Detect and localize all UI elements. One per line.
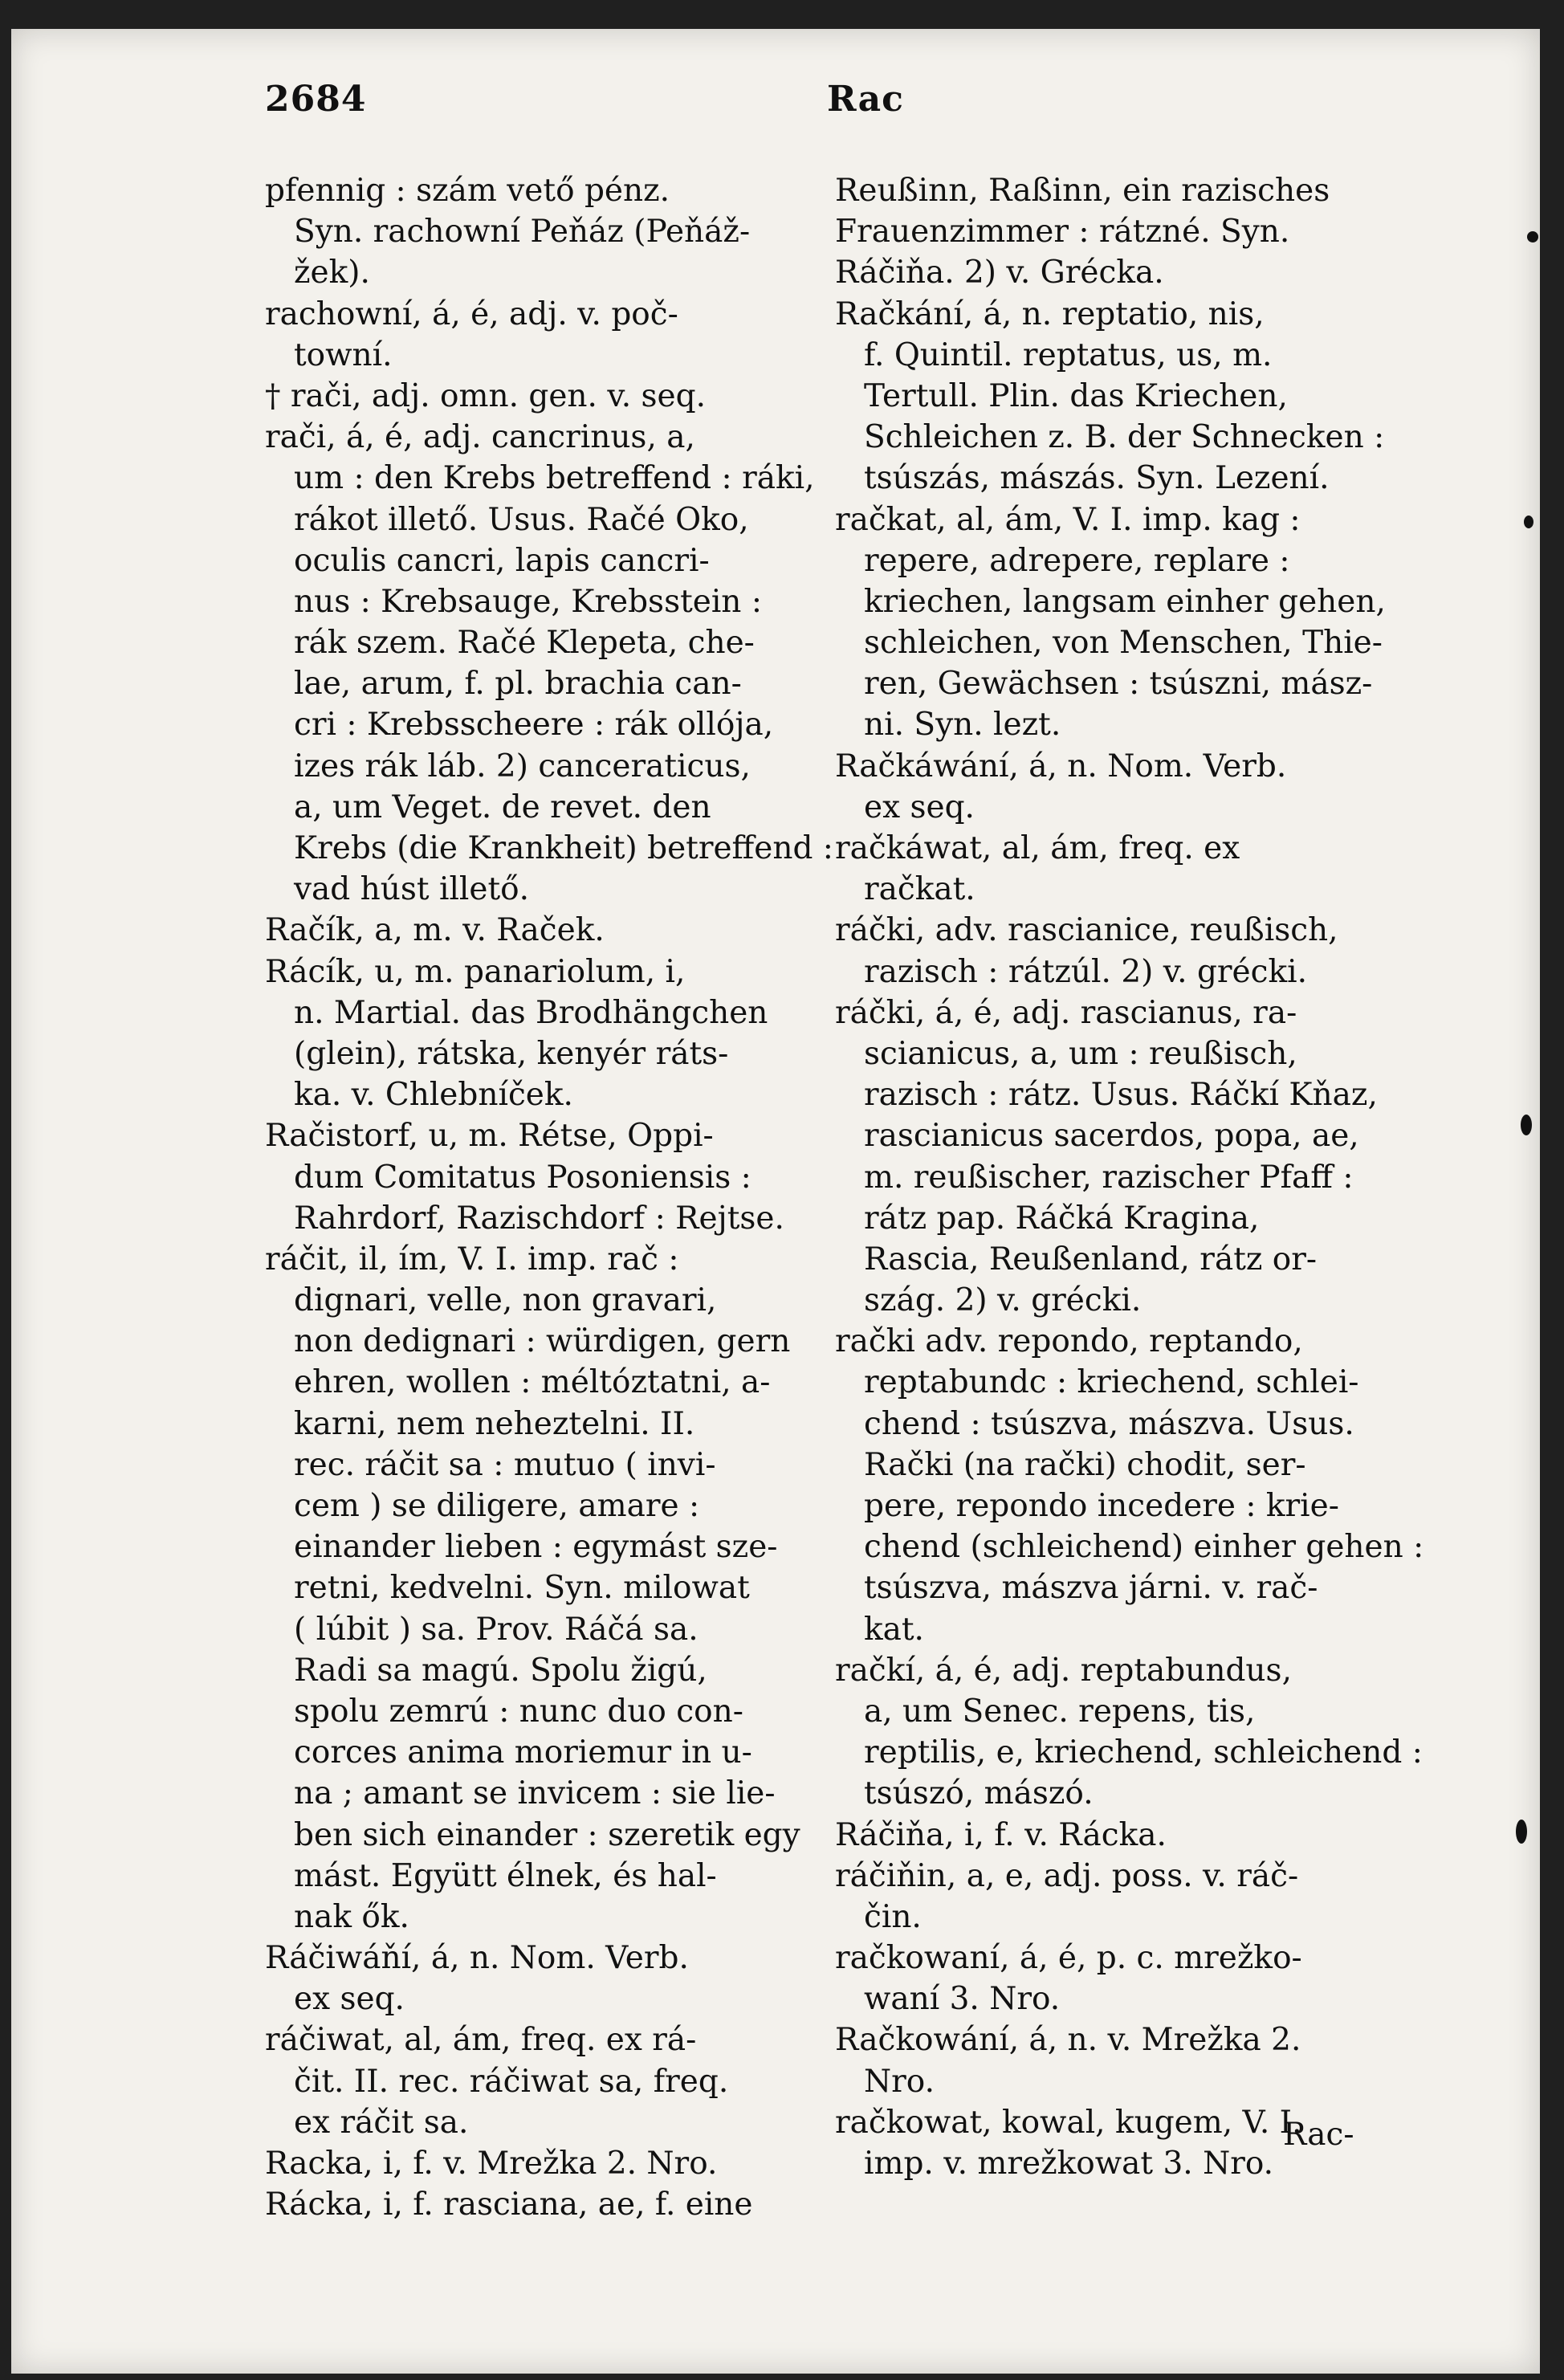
- entry-line: repere, adrepere, replare :: [864, 542, 1290, 579]
- entry-line: razisch : rátzúl. 2) v. grécki.: [864, 953, 1307, 990]
- entry-line: ex ráčit sa.: [294, 2104, 469, 2141]
- entry-line: račkí, á, é, adj. reptabundus,: [835, 1652, 1292, 1689]
- entry-line: n. Martial. das Brodhängchen: [294, 994, 768, 1031]
- ink-speck: [1521, 1115, 1532, 1135]
- entry-line: nak ők.: [294, 1898, 409, 1935]
- ink-speck: [1516, 1820, 1527, 1844]
- entry-line: retni, kedvelni. Syn. milowat: [294, 1570, 750, 1607]
- entry-line: reptabundc : kriechend, schlei-: [864, 1364, 1359, 1401]
- entry-line: waní 3. Nro.: [864, 1981, 1061, 2018]
- entry-line: imp. v. mrežkowat 3. Nro.: [864, 2146, 1274, 2182]
- entry-line: Račistorf, u, m. Rétse, Oppi-: [265, 1118, 714, 1155]
- entry-line: f. Quintil. reptatus, us, m.: [864, 336, 1273, 373]
- entry-line: Frauenzimmer : rátzné. Syn.: [835, 214, 1290, 251]
- entry-line: žek).: [294, 255, 370, 291]
- right-column: [835, 170, 1445, 2184]
- entry-line: Racka, i, f. v. Mrežka 2. Nro.: [265, 2146, 718, 2182]
- entry-line: towní.: [294, 336, 393, 373]
- entry-line: corces anima moriemur in u-: [294, 1734, 752, 1771]
- entry-line: Ráčiwáňí, á, n. Nom. Verb.: [265, 1940, 689, 1977]
- entry-line: (glein), rátska, kenyér ráts-: [294, 1035, 729, 1072]
- entry-line: Krebs (die Krankheit) betreffend :: [294, 830, 833, 866]
- entry-line: rachowní, á, é, adj. v. poč-: [265, 295, 678, 332]
- entry-line: Reußinn, Raßinn, ein razisches: [835, 173, 1330, 209]
- running-head: Rac: [827, 79, 904, 120]
- entry-line: Ráčiňa. 2) v. Grécka.: [835, 255, 1164, 291]
- entry-line: szág. 2) v. grécki.: [864, 1282, 1142, 1319]
- entry-line: Schleichen z. B. der Schnecken :: [864, 419, 1385, 456]
- entry-line: razisch : rátz. Usus. Ráčkí Kňaz,: [864, 1077, 1378, 1114]
- entry-line: non dedignari : würdigen, gern: [294, 1323, 791, 1360]
- entry-line: čin.: [864, 1898, 922, 1935]
- entry-line: ni. Syn. lezt.: [864, 707, 1061, 744]
- entry-line: račkowaní, á, é, p. c. mrežko-: [835, 1940, 1302, 1977]
- entry-line: ráčit, il, ím, V. I. imp. rač :: [265, 1241, 679, 1278]
- entry-line: scianicus, a, um : reußisch,: [864, 1035, 1297, 1072]
- ink-speck: [1527, 231, 1538, 242]
- entry-line: Rácka, i, f. rasciana, ae, f. eine: [265, 2186, 753, 2223]
- entry-line: Rački (na rački) chodit, ser-: [864, 1446, 1306, 1483]
- entry-line: chend (schleichend) einher gehen :: [864, 1529, 1424, 1566]
- entry-line: ex seq.: [294, 1981, 405, 2018]
- page-header: [265, 79, 1421, 135]
- entry-line: račkat, al, ám, V. I. imp. kag :: [835, 501, 1301, 538]
- entry-line: Račkowání, á, n. v. Mrežka 2.: [835, 2022, 1301, 2059]
- entry-line: cri : Krebsscheere : rák ollója,: [294, 707, 774, 744]
- entry-line: kat.: [864, 1611, 924, 1648]
- entry-line: račkowat, kowal, kugem, V. I.: [835, 2104, 1302, 2141]
- entry-line: rački adv. repondo, reptando,: [835, 1323, 1303, 1360]
- entry-line: lae, arum, f. pl. brachia can-: [294, 666, 742, 703]
- entry-line: Ráčiňa, i, f. v. Rácka.: [835, 1816, 1167, 1853]
- entry-line: pere, repondo incedere : krie-: [864, 1488, 1339, 1524]
- catchword: Rac-: [1283, 2117, 1354, 2153]
- entry-line: Račkání, á, n. reptatio, nis,: [835, 295, 1265, 332]
- entry-line: Tertull. Plin. das Kriechen,: [864, 377, 1288, 414]
- entry-line: rači, á, é, adj. cancrinus, a,: [265, 419, 695, 456]
- entry-line: na ; amant se invicem : sie lie-: [294, 1775, 776, 1812]
- entry-line: dum Comitatus Posoniensis :: [294, 1159, 751, 1196]
- left-column: [265, 170, 833, 2225]
- ink-speck: [1524, 516, 1533, 528]
- entry-line: rák szem. Račé Klepeta, che-: [294, 625, 755, 662]
- entry-line: ben sich einander : szeretik egy: [294, 1816, 800, 1853]
- entry-line: schleichen, von Menschen, Thie-: [864, 625, 1383, 662]
- entry-line: Račík, a, m. v. Raček.: [265, 912, 605, 949]
- entry-line: dignari, velle, non gravari,: [294, 1282, 717, 1319]
- entry-line: tsúszó, mászó.: [864, 1775, 1094, 1812]
- entry-line: a, um Veget. de revet. den: [294, 789, 711, 825]
- entry-line: rákot illető. Usus. Račé Oko,: [294, 501, 749, 538]
- entry-line: mást. Együtt élnek, és hal-: [294, 1857, 717, 1894]
- entry-line: ren, Gewächsen : tsúszni, mász-: [864, 666, 1373, 703]
- entry-line: čit. II. rec. ráčiwat sa, freq.: [294, 2063, 729, 2100]
- entry-line: nus : Krebsauge, Krebsstein :: [294, 583, 762, 620]
- entry-line: rec. ráčit sa : mutuo ( invi-: [294, 1446, 716, 1483]
- entry-line: ex seq.: [864, 789, 975, 825]
- entry-line: einander lieben : egymást sze-: [294, 1529, 778, 1566]
- entry-line: Rácík, u, m. panariolum, i,: [265, 953, 686, 990]
- entry-line: izes rák láb. 2) canceraticus,: [294, 748, 751, 785]
- entry-line: ehren, wollen : méltóztatni, a-: [294, 1364, 771, 1401]
- page-number: 2684: [265, 79, 367, 120]
- entry-line: tsúszás, mászás. Syn. Lezení.: [864, 460, 1330, 497]
- entry-line: Rascia, Reußenland, rátz or-: [864, 1241, 1318, 1278]
- entry-line: vad húst illető.: [294, 871, 530, 908]
- entry-line: rátz pap. Ráčká Kragina,: [864, 1200, 1260, 1237]
- entry-line: ráčki, adv. rascianice, reußisch,: [835, 912, 1338, 949]
- entry-line: cem ) se diligere, amare :: [294, 1488, 700, 1524]
- entry-line: Rahrdorf, Razischdorf : Rejtse.: [294, 1200, 784, 1237]
- entry-line: račkat.: [864, 871, 975, 908]
- entry-line: ráčki, á, é, adj. rascianus, ra-: [835, 994, 1297, 1031]
- entry-line: reptilis, e, kriechend, schleichend :: [864, 1734, 1423, 1771]
- entry-line: spolu zemrú : nunc duo con-: [294, 1693, 743, 1730]
- entry-line: Radi sa magú. Spolu žigú,: [294, 1652, 707, 1689]
- entry-line: Račkáwání, á, n. Nom. Verb.: [835, 748, 1287, 785]
- entry-line: oculis cancri, lapis cancri-: [294, 542, 710, 579]
- entry-line: um : den Krebs betreffend : ráki,: [294, 460, 815, 497]
- entry-line: Nro.: [864, 2063, 935, 2100]
- entry-line: rascianicus sacerdos, popa, ae,: [864, 1118, 1359, 1155]
- entry-line: karni, nem neheztelni. II.: [294, 1405, 695, 1442]
- entry-line: ráčiwat, al, ám, freq. ex rá-: [265, 2022, 697, 2059]
- entry-line: a, um Senec. repens, tis,: [864, 1693, 1256, 1730]
- entry-line: ( lúbit ) sa. Prov. Ráčá sa.: [294, 1611, 699, 1648]
- entry-line: chend : tsúszva, mászva. Usus.: [864, 1405, 1354, 1442]
- entry-line: pfennig : szám vető pénz.: [265, 173, 670, 209]
- entry-line: račkáwat, al, ám, freq. ex: [835, 830, 1240, 866]
- entry-line: Syn. rachowní Peňáz (Peňáž-: [294, 214, 751, 251]
- entry-line: ráčiňin, a, e, adj. poss. v. ráč-: [835, 1857, 1299, 1894]
- entry-line: † rači, adj. omn. gen. v. seq.: [265, 377, 706, 414]
- entry-line: kriechen, langsam einher gehen,: [864, 583, 1386, 620]
- entry-line: m. reußischer, razischer Pfaff :: [864, 1159, 1354, 1196]
- entry-line: ka. v. Chlebníček.: [294, 1077, 573, 1114]
- entry-line: tsúszva, mászva járni. v. rač-: [864, 1570, 1318, 1607]
